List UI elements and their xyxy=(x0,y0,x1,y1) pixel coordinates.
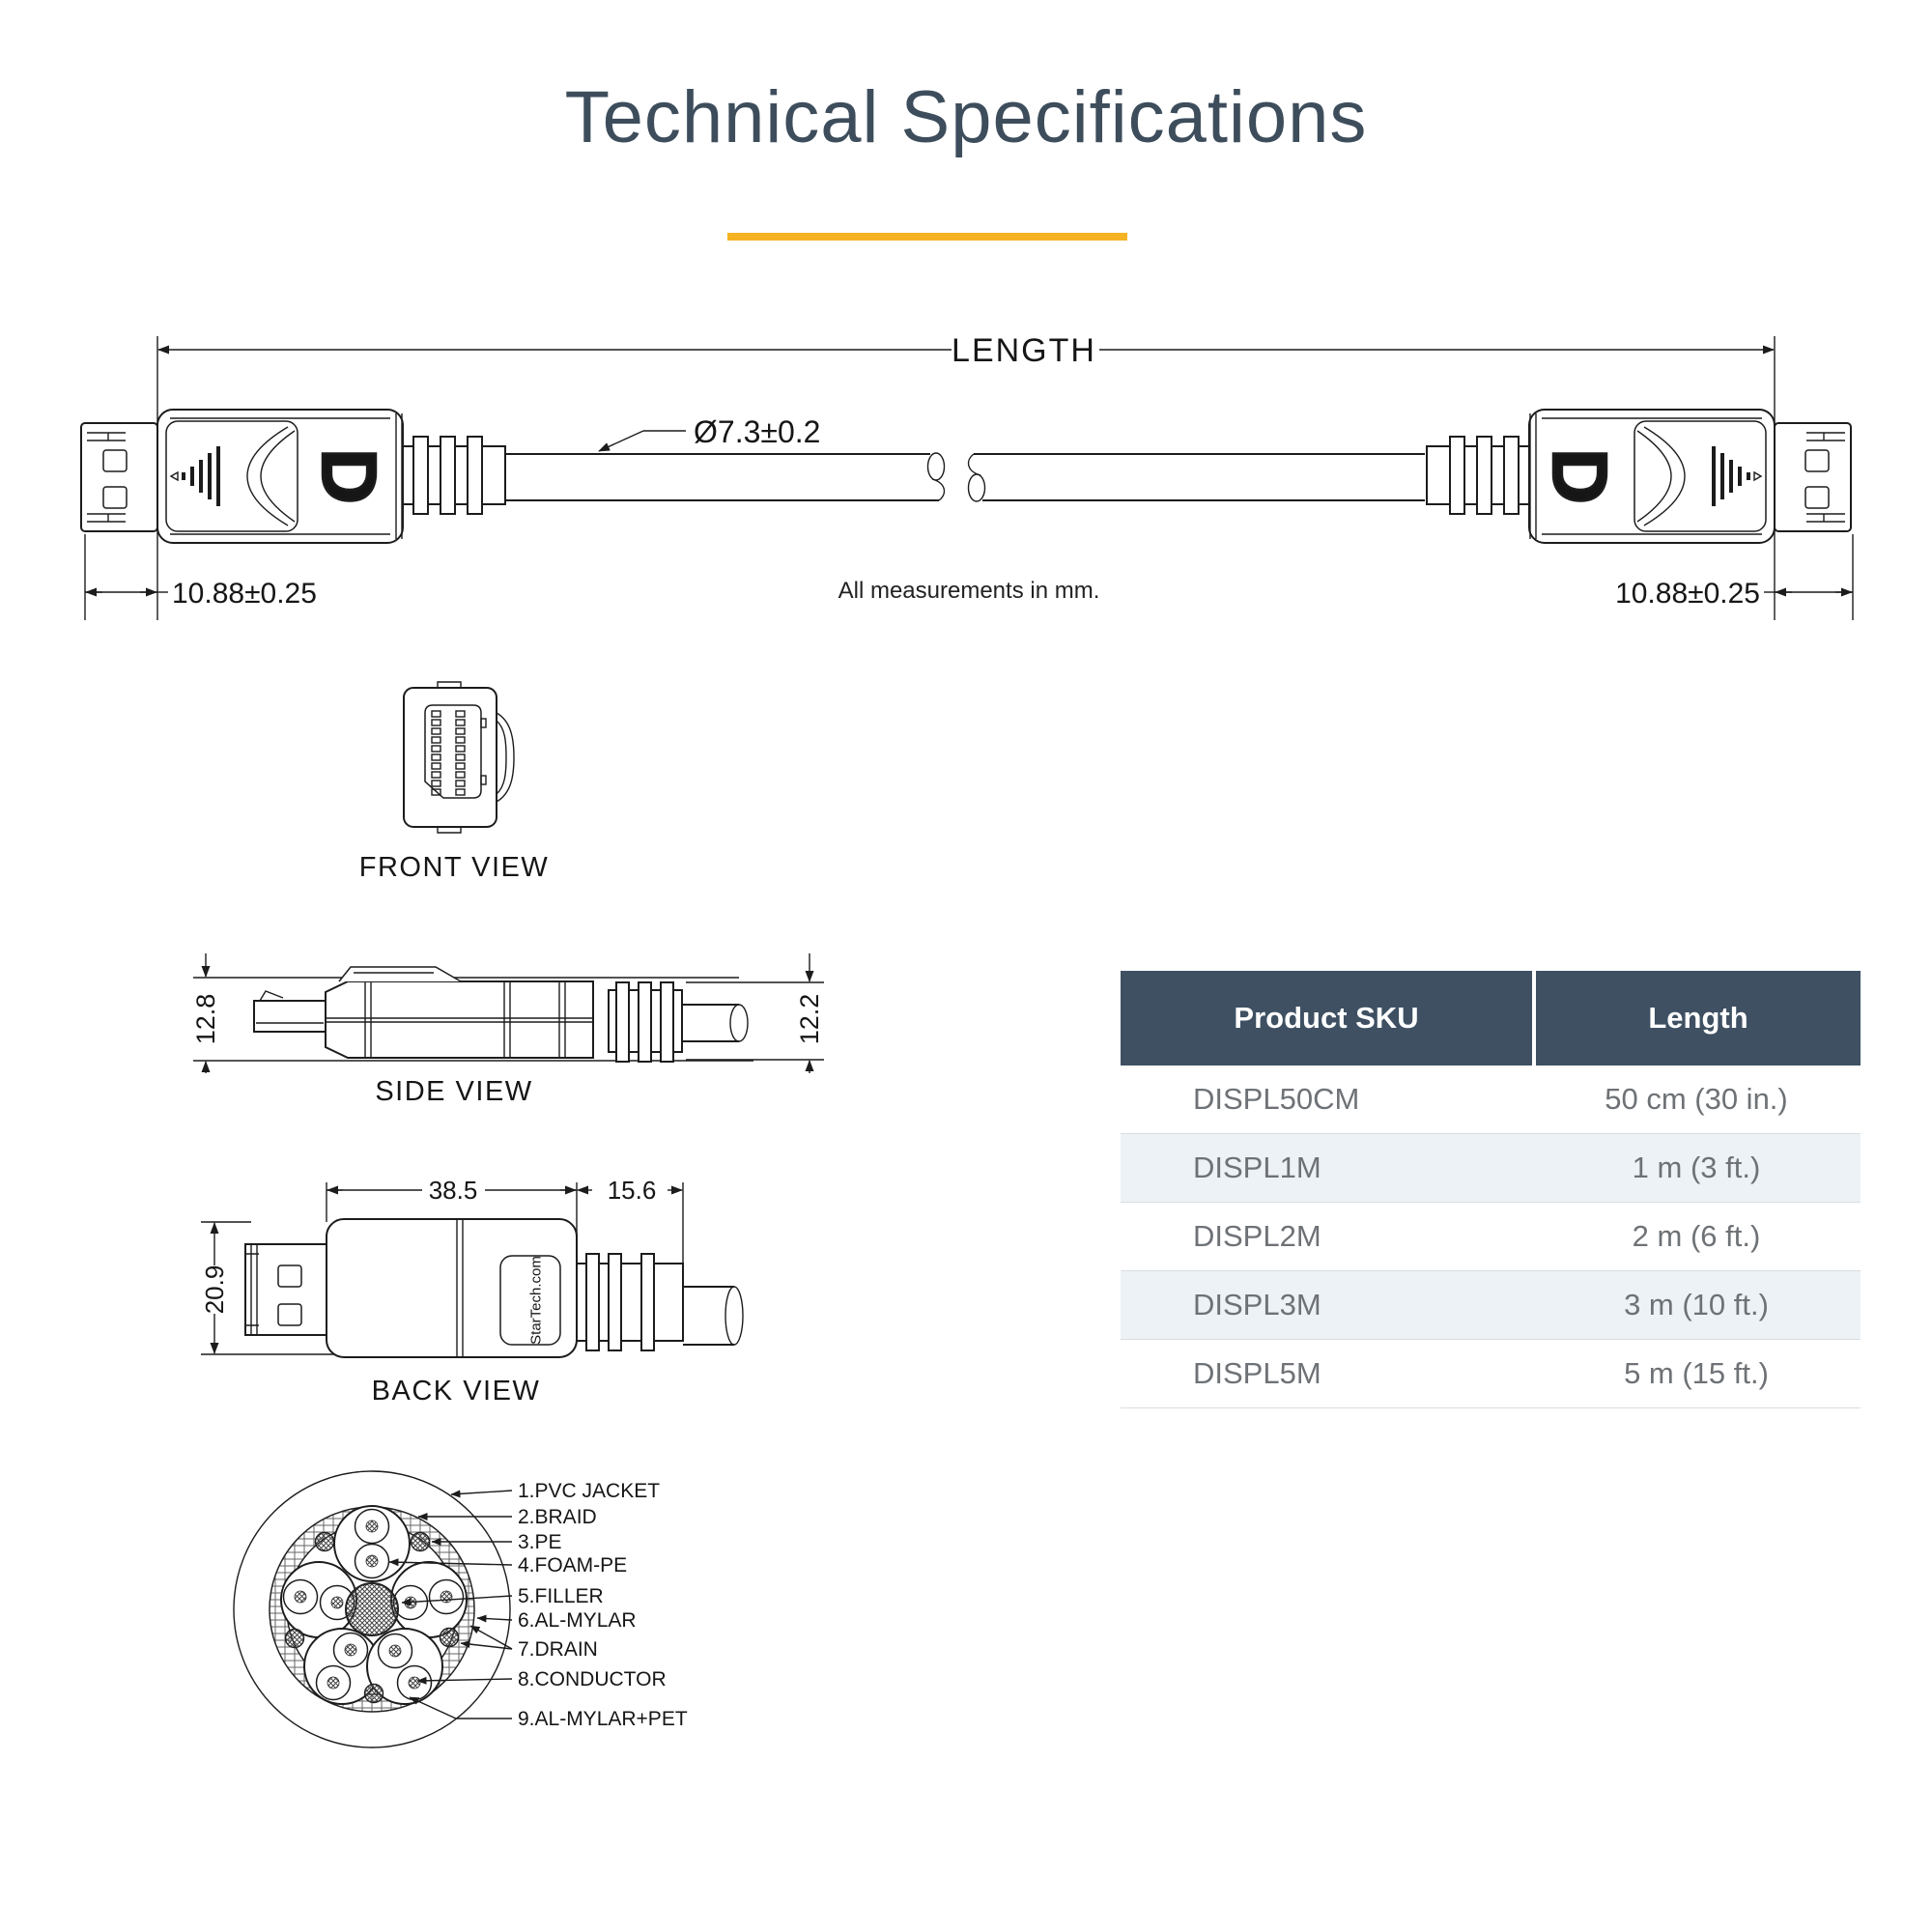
right-displayport-connector xyxy=(1427,410,1851,543)
table-header-length: Length xyxy=(1536,971,1861,1065)
back-view-height-label: 20.9 xyxy=(200,1264,229,1315)
front-view-label: FRONT VIEW xyxy=(358,852,550,883)
cross-section-label-braid: 2.BRAID xyxy=(518,1506,597,1528)
sku-length-table xyxy=(1121,971,1861,1408)
length-cell: 5 m (15 ft.) xyxy=(1624,1356,1769,1390)
cross-section-label-filler: 5.FILLER xyxy=(518,1585,604,1607)
table-row xyxy=(1121,1065,1861,1133)
sku-cell: DISPL50CM xyxy=(1193,1082,1360,1116)
cross-section-label-drain: 7.DRAIN xyxy=(518,1638,598,1661)
table-row xyxy=(1121,1202,1861,1270)
side-view-label: SIDE VIEW xyxy=(375,1076,533,1107)
page-title: Technical Specifications xyxy=(564,76,1368,158)
length-cell: 3 m (10 ft.) xyxy=(1624,1288,1769,1321)
table-row xyxy=(1121,1339,1861,1407)
table-row xyxy=(1121,1133,1861,1202)
filler-core xyxy=(346,1583,398,1635)
back-view-label: BACK VIEW xyxy=(371,1376,541,1406)
right-connector-d-letter: D xyxy=(1537,448,1624,504)
cross-section-labels xyxy=(518,1480,688,1730)
side-view-cable-height-label: 12.2 xyxy=(795,993,824,1045)
back-view-body-width-label: 38.5 xyxy=(428,1176,478,1205)
cable-run xyxy=(505,453,1425,501)
right-offset-dimension-label: 10.88±0.25 xyxy=(1615,578,1760,610)
cross-section-label-pe: 3.PE xyxy=(518,1531,562,1553)
left-displayport-connector xyxy=(81,410,505,543)
length-cell: 1 m (3 ft.) xyxy=(1632,1151,1761,1184)
sku-cell: DISPL1M xyxy=(1193,1151,1321,1184)
side-view-diagram xyxy=(159,952,840,1075)
cross-section-label-foam-pe: 4.FOAM-PE xyxy=(518,1554,628,1577)
sku-cell: DISPL3M xyxy=(1193,1288,1321,1321)
length-dimension-label: LENGTH xyxy=(952,332,1096,369)
length-cell: 50 cm (30 in.) xyxy=(1605,1082,1788,1116)
cross-section-label-pvc-jacket: 1.PVC JACKET xyxy=(518,1480,661,1502)
back-view-relief-width-label: 15.6 xyxy=(607,1176,657,1205)
back-view-diagram xyxy=(159,1169,816,1367)
cable-cross-section-diagram xyxy=(203,1444,782,1753)
length-cell: 2 m (6 ft.) xyxy=(1632,1219,1761,1253)
measurements-note: All measurements in mm. xyxy=(838,578,1100,604)
sku-cell: DISPL5M xyxy=(1193,1356,1321,1390)
back-view-brand-label: StarTech.com xyxy=(527,1256,545,1345)
front-view-diagram xyxy=(382,676,551,838)
table-row xyxy=(1121,1270,1861,1339)
side-view-height-label: 12.8 xyxy=(191,993,220,1045)
table-header-sku: Product SKU xyxy=(1121,971,1532,1065)
cross-section-label-al-mylar-pet: 9.AL-MYLAR+PET xyxy=(518,1708,688,1730)
left-offset-dimension-label: 10.88±0.25 xyxy=(172,578,317,610)
cross-section-label-conductor: 8.CONDUCTOR xyxy=(518,1668,667,1690)
left-connector-d-letter: D xyxy=(306,448,393,504)
cable-diameter-label: Ø7.3±0.2 xyxy=(694,414,821,449)
title-accent-divider xyxy=(727,233,1127,241)
table-header-row xyxy=(1121,971,1861,1065)
sku-cell: DISPL2M xyxy=(1193,1219,1321,1253)
cross-section-label-al-mylar: 6.AL-MYLAR xyxy=(518,1609,637,1632)
